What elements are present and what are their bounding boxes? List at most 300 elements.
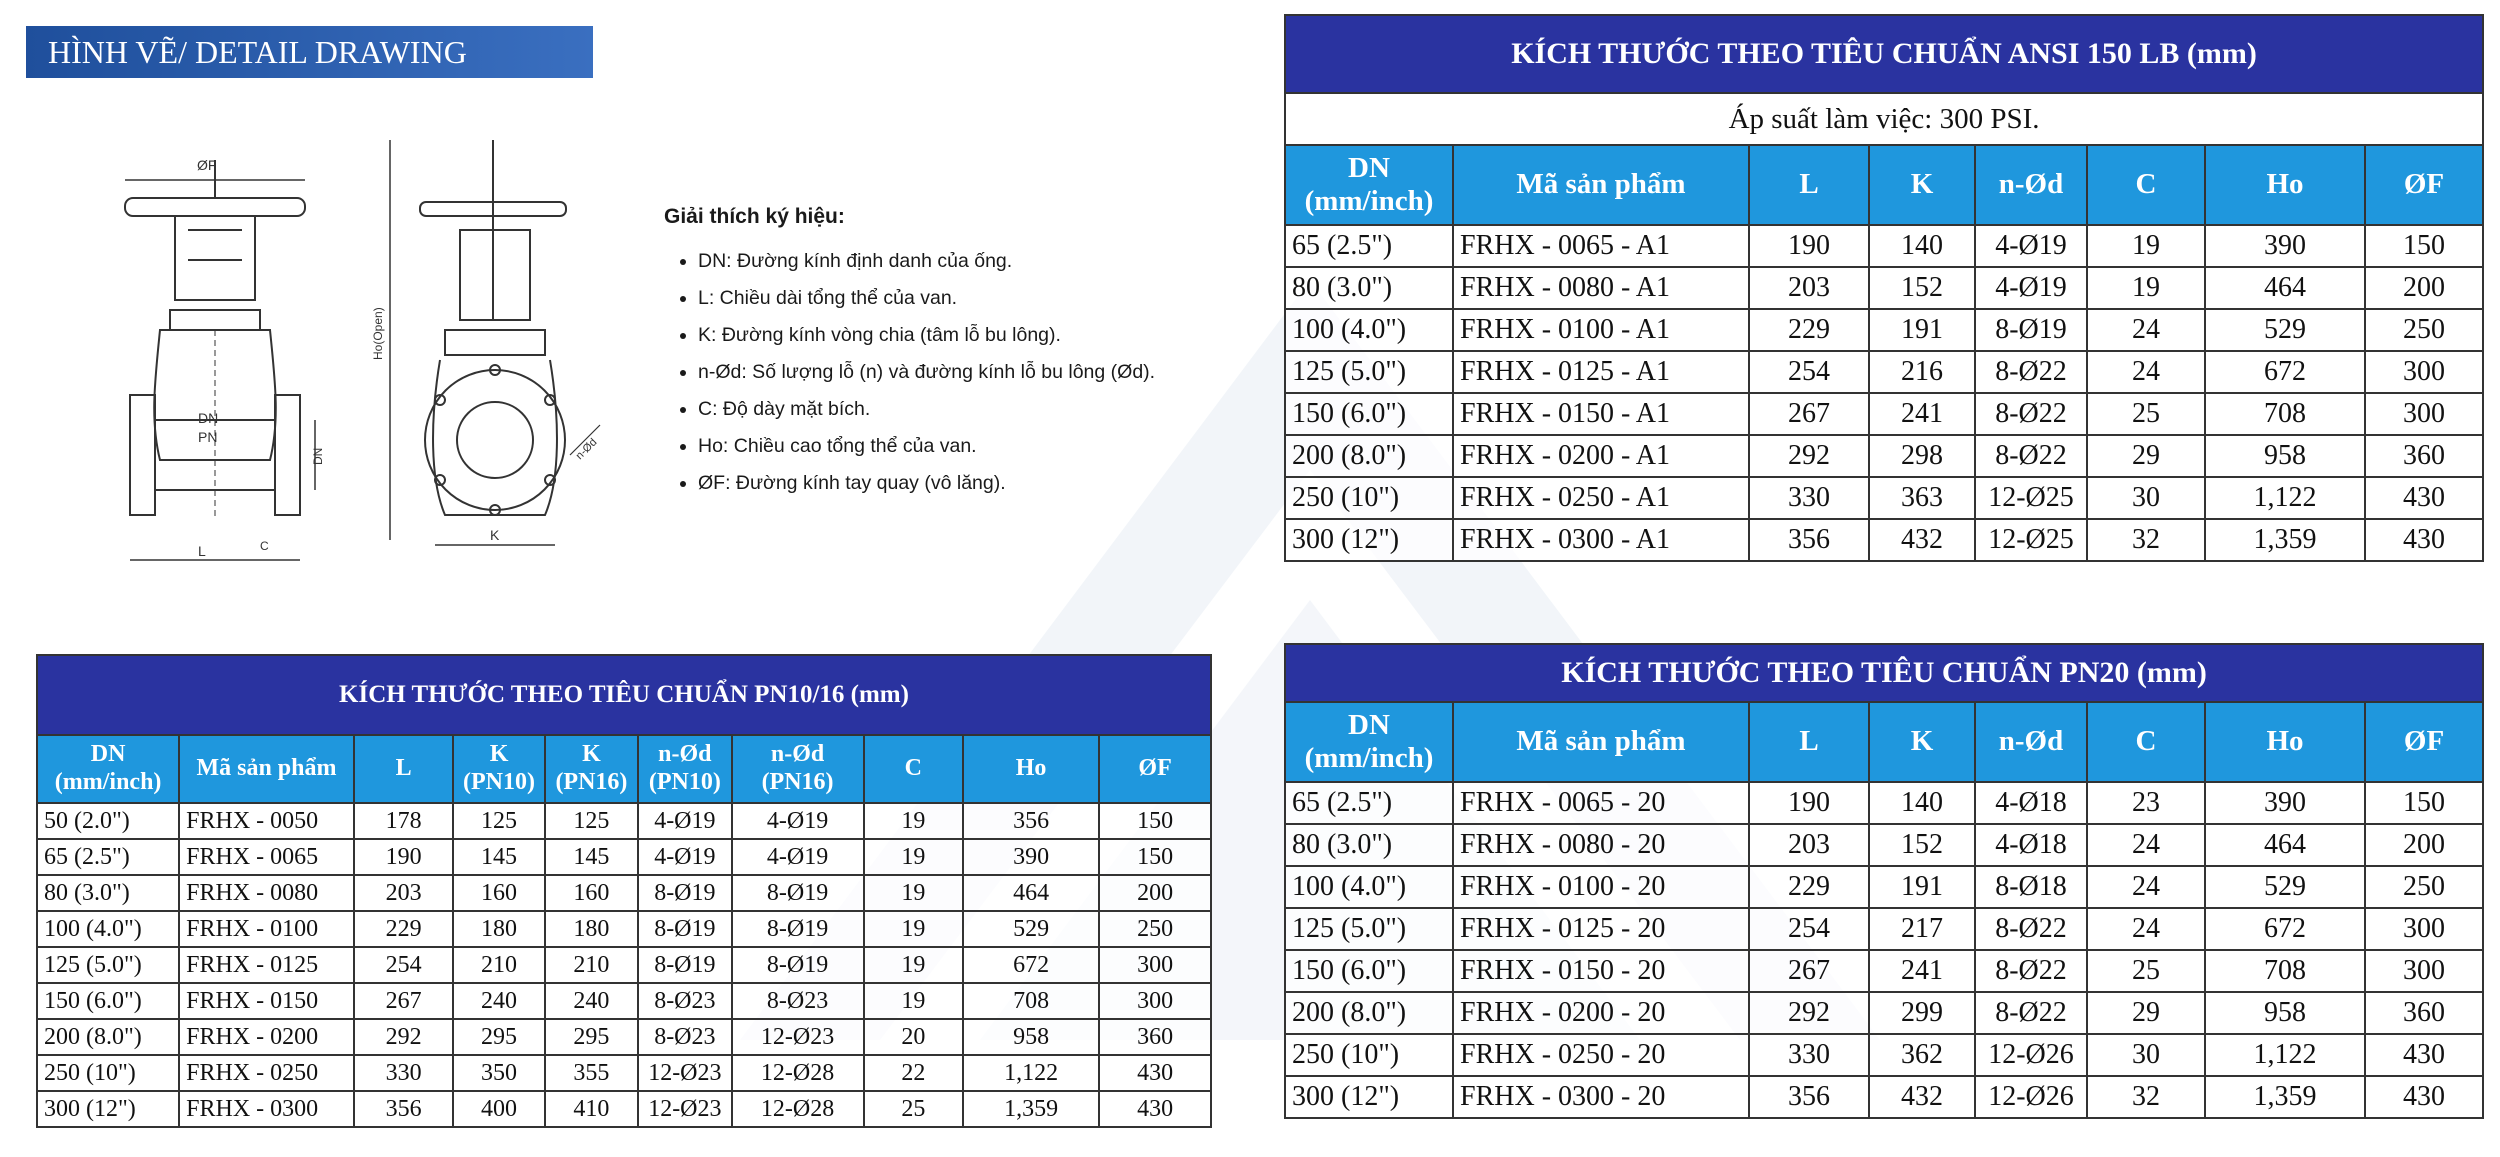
table-cell: 25 [2087,950,2205,992]
column-header: C [2087,702,2205,782]
column-header: K [1869,702,1975,782]
cell-product-code: FRHX - 0100 - 20 [1453,866,1749,908]
column-header: K (PN16) [545,735,638,803]
table-cell: 200 [2365,824,2483,866]
cell-dn: 125 (5.0") [37,947,179,983]
table-cell: 8-Ø19 [732,947,864,983]
table-cell: 229 [1749,866,1869,908]
table-cell: 330 [1749,477,1869,519]
column-header: Mã sản phẩm [179,735,354,803]
cell-dn: 100 (4.0") [37,911,179,947]
column-header: C [2087,145,2205,225]
table-cell: 295 [453,1019,544,1055]
table-cell: 330 [1749,1034,1869,1076]
column-header: ØF [2365,702,2483,782]
table-cell: 200 [2365,267,2483,309]
table-cell: 19 [864,875,964,911]
cell-dn: 300 (12") [1285,1076,1453,1118]
cell-product-code: FRHX - 0150 [179,983,354,1019]
legend-item-dn: • DN: Đường kính định danh của ống. [698,243,1284,280]
table-cell: 1,122 [963,1055,1099,1091]
legend-item-ho: • Ho: Chiều cao tổng thể của van. [698,428,1284,465]
cell-dn: 250 (10") [1285,477,1453,519]
table-cell: 25 [2087,393,2205,435]
table-cell: 24 [2087,824,2205,866]
table-cell: 19 [864,947,964,983]
section-banner: HÌNH VẼ/ DETAIL DRAWING [26,26,593,78]
cell-dn: 150 (6.0") [1285,393,1453,435]
column-header: L [354,735,454,803]
cell-product-code: FRHX - 0300 - A1 [1453,519,1749,561]
cell-dn: 80 (3.0") [1285,267,1453,309]
table-cell: 292 [354,1019,454,1055]
legend-item-nod: • n-Ød: Số lượng lỗ (n) và đường kính lỗ bu lông (Ød). [698,354,1284,391]
table-row [37,803,1211,839]
column-header: n-Ød [1975,702,2087,782]
table-cell: 20 [864,1019,964,1055]
pn1016-table-title: KÍCH THƯỚC THEO TIÊU CHUẨN PN10/16 (mm) [37,655,1211,735]
table-cell: 150 [2365,225,2483,267]
table-cell: 12-Ø28 [732,1091,864,1127]
table-cell: 390 [963,839,1099,875]
table-cell: 8-Ø22 [1975,992,2087,1034]
table-cell: 8-Ø19 [1975,309,2087,351]
table-cell: 12-Ø25 [1975,519,2087,561]
pn1016-header-row [37,735,1211,803]
table-cell: 19 [2087,267,2205,309]
table-row [1285,519,2483,561]
table-cell: 8-Ø23 [732,983,864,1019]
cell-dn: 200 (8.0") [1285,435,1453,477]
table-cell: 203 [1749,824,1869,866]
table-cell: 430 [1099,1055,1211,1091]
table-cell: 362 [1869,1034,1975,1076]
table-cell: 229 [1749,309,1869,351]
table-cell: 19 [864,803,964,839]
column-header: K [1869,145,1975,225]
table-row [37,839,1211,875]
table-cell: 300 [1099,947,1211,983]
table-cell: 267 [354,983,454,1019]
label-of: ØF [197,157,217,173]
table-cell: 145 [453,839,544,875]
table-cell: 23 [2087,782,2205,824]
table-cell: 1,359 [963,1091,1099,1127]
table-cell: 400 [453,1091,544,1127]
table-cell: 958 [2205,992,2365,1034]
table-cell: 12-Ø26 [1975,1034,2087,1076]
cell-product-code: FRHX - 0200 - A1 [1453,435,1749,477]
table-cell: 464 [2205,267,2365,309]
label-l: L [198,543,206,559]
table-cell: 200 [1099,875,1211,911]
table-cell: 300 [2365,351,2483,393]
table-row [37,1091,1211,1127]
table-cell: 432 [1869,519,1975,561]
table-cell: 1,359 [2205,519,2365,561]
ansi-working-pressure: Áp suất làm việc: 300 PSI. [1285,93,2483,145]
table-cell: 672 [963,947,1099,983]
table-cell: 672 [2205,908,2365,950]
table-cell: 19 [864,839,964,875]
column-header: K (PN10) [453,735,544,803]
table-cell: 8-Ø19 [732,911,864,947]
table-cell: 140 [1869,225,1975,267]
cell-product-code: FRHX - 0250 [179,1055,354,1091]
cell-product-code: FRHX - 0100 [179,911,354,947]
table-cell: 958 [963,1019,1099,1055]
table-cell: 160 [453,875,544,911]
table-cell: 430 [1099,1091,1211,1127]
table-cell: 1,122 [2205,1034,2365,1076]
table-row [1285,309,2483,351]
ansi-table-title: KÍCH THƯỚC THEO TIÊU CHUẨN ANSI 150 LB (mm) [1285,15,2483,93]
table-cell: 30 [2087,477,2205,519]
cell-product-code: FRHX - 0050 [179,803,354,839]
table-cell: 217 [1869,908,1975,950]
cell-product-code: FRHX - 0065 [179,839,354,875]
table-cell: 178 [354,803,454,839]
table-cell: 254 [1749,351,1869,393]
table-cell: 330 [354,1055,454,1091]
table-cell: 292 [1749,435,1869,477]
legend-item-c: • C: Độ dày mặt bích. [698,391,1284,428]
column-header: ØF [1099,735,1211,803]
cell-product-code: FRHX - 0300 [179,1091,354,1127]
column-header: L [1749,145,1869,225]
table-row [1285,267,2483,309]
table-cell: 8-Ø22 [1975,950,2087,992]
cell-product-code: FRHX - 0125 [179,947,354,983]
table-cell: 19 [864,983,964,1019]
cell-product-code: FRHX - 0080 [179,875,354,911]
table-cell: 4-Ø19 [638,839,731,875]
cell-dn: 150 (6.0") [37,983,179,1019]
table-cell: 529 [963,911,1099,947]
cell-product-code: FRHX - 0125 - 20 [1453,908,1749,950]
table-cell: 190 [354,839,454,875]
table-row [1285,435,2483,477]
table-cell: 363 [1869,477,1975,519]
label-dn-side: DN [311,447,325,465]
table-cell: 32 [2087,1076,2205,1118]
table-cell: 229 [354,911,454,947]
column-header: n-Ød (PN16) [732,735,864,803]
table-cell: 203 [354,875,454,911]
cell-product-code: FRHX - 0250 - 20 [1453,1034,1749,1076]
label-k: K [490,527,500,543]
cell-product-code: FRHX - 0100 - A1 [1453,309,1749,351]
table-cell: 360 [2365,435,2483,477]
pn20-table-title: KÍCH THƯỚC THEO TIÊU CHUẨN PN20 (mm) [1285,644,2483,702]
table-cell: 390 [2205,782,2365,824]
table-cell: 203 [1749,267,1869,309]
table-cell: 152 [1869,824,1975,866]
table-cell: 356 [963,803,1099,839]
cell-product-code: FRHX - 0150 - A1 [1453,393,1749,435]
table-cell: 12-Ø23 [638,1091,731,1127]
cell-dn: 300 (12") [37,1091,179,1127]
cell-product-code: FRHX - 0300 - 20 [1453,1076,1749,1118]
table-cell: 12-Ø28 [732,1055,864,1091]
table-cell: 19 [864,911,964,947]
table-cell: 210 [545,947,638,983]
column-header: Ho [2205,145,2365,225]
cell-dn: 125 (5.0") [1285,908,1453,950]
legend-list [664,243,1284,502]
table-cell: 360 [1099,1019,1211,1055]
table-cell: 1,359 [2205,1076,2365,1118]
label-c: C [260,539,269,553]
cell-dn: 65 (2.5") [37,839,179,875]
table-cell: 254 [1749,908,1869,950]
table-cell: 125 [545,803,638,839]
table-row [37,983,1211,1019]
table-cell: 390 [2205,225,2365,267]
table-row [1285,477,2483,519]
column-header: L [1749,702,1869,782]
column-header: Ho [2205,702,2365,782]
cell-dn: 80 (3.0") [37,875,179,911]
table-cell: 8-Ø22 [1975,435,2087,477]
cell-product-code: FRHX - 0200 [179,1019,354,1055]
table-cell: 4-Ø18 [1975,824,2087,866]
table-cell: 145 [545,839,638,875]
cell-product-code: FRHX - 0080 - 20 [1453,824,1749,866]
table-cell: 30 [2087,1034,2205,1076]
cell-dn: 300 (12") [1285,519,1453,561]
table-cell: 267 [1749,950,1869,992]
cell-product-code: FRHX - 0080 - A1 [1453,267,1749,309]
table-cell: 24 [2087,351,2205,393]
column-header: Mã sản phẩm [1453,702,1749,782]
cell-dn: 100 (4.0") [1285,309,1453,351]
table-cell: 240 [545,983,638,1019]
table-cell: 299 [1869,992,1975,1034]
table-cell: 356 [354,1091,454,1127]
column-header: n-Ød [1975,145,2087,225]
table-row [1285,992,2483,1034]
legend-title: Giải thích ký hiệu: [664,205,845,228]
table-cell: 430 [2365,1076,2483,1118]
table-cell: 356 [1749,1076,1869,1118]
cell-dn: 65 (2.5") [1285,782,1453,824]
cell-product-code: FRHX - 0200 - 20 [1453,992,1749,1034]
table-cell: 8-Ø19 [638,875,731,911]
table-row [1285,950,2483,992]
table-cell: 210 [453,947,544,983]
cell-dn: 200 (8.0") [37,1019,179,1055]
column-header: DN (mm/inch) [1285,702,1453,782]
table-cell: 4-Ø19 [1975,267,2087,309]
table-cell: 4-Ø19 [1975,225,2087,267]
table-cell: 152 [1869,267,1975,309]
table-cell: 8-Ø19 [638,947,731,983]
table-cell: 250 [1099,911,1211,947]
table-cell: 160 [545,875,638,911]
cell-product-code: FRHX - 0150 - 20 [1453,950,1749,992]
table-cell: 672 [2205,351,2365,393]
table-cell: 29 [2087,435,2205,477]
table-cell: 292 [1749,992,1869,1034]
table-cell: 19 [2087,225,2205,267]
table-row [1285,866,2483,908]
table-cell: 191 [1869,309,1975,351]
table-cell: 25 [864,1091,964,1127]
table-cell: 267 [1749,393,1869,435]
table-cell: 125 [453,803,544,839]
table-cell: 12-Ø23 [638,1055,731,1091]
column-header: Mã sản phẩm [1453,145,1749,225]
table-row [1285,351,2483,393]
table-cell: 150 [1099,803,1211,839]
table-row [37,911,1211,947]
table-row [1285,1076,2483,1118]
table-cell: 24 [2087,866,2205,908]
table-row [1285,225,2483,267]
legend-item-l: • L: Chiều dài tổng thể của van. [698,280,1284,317]
table-cell: 190 [1749,225,1869,267]
table-cell: 240 [453,983,544,1019]
table-row [1285,1034,2483,1076]
cell-product-code: FRHX - 0065 - A1 [1453,225,1749,267]
table-cell: 241 [1869,393,1975,435]
cell-dn: 200 (8.0") [1285,992,1453,1034]
table-cell: 216 [1869,351,1975,393]
table-cell: 432 [1869,1076,1975,1118]
cell-dn: 250 (10") [37,1055,179,1091]
column-header: C [864,735,964,803]
table-cell: 24 [2087,309,2205,351]
table-cell: 12-Ø25 [1975,477,2087,519]
table-cell: 410 [545,1091,638,1127]
table-cell: 150 [1099,839,1211,875]
front-view-drawing [125,157,325,560]
table-cell: 4-Ø19 [638,803,731,839]
table-cell: 355 [545,1055,638,1091]
pn1016-dimension-table [36,654,1212,1128]
table-cell: 464 [963,875,1099,911]
ansi-header-row [1285,145,2483,225]
cell-dn: 65 (2.5") [1285,225,1453,267]
table-cell: 958 [2205,435,2365,477]
table-cell: 250 [2365,866,2483,908]
table-cell: 300 [2365,908,2483,950]
table-row [1285,393,2483,435]
valve-detail-drawing [100,120,620,580]
table-cell: 180 [453,911,544,947]
table-cell: 8-Ø22 [1975,351,2087,393]
table-cell: 708 [2205,950,2365,992]
table-cell: 529 [2205,309,2365,351]
table-cell: 4-Ø19 [732,803,864,839]
table-cell: 350 [453,1055,544,1091]
table-cell: 360 [2365,992,2483,1034]
table-row [1285,908,2483,950]
label-dn: DN [198,410,219,426]
pn20-header-row [1285,702,2483,782]
cell-dn: 80 (3.0") [1285,824,1453,866]
table-cell: 29 [2087,992,2205,1034]
table-cell: 1,122 [2205,477,2365,519]
table-row [37,875,1211,911]
table-cell: 8-Ø22 [1975,908,2087,950]
table-cell: 180 [545,911,638,947]
table-cell: 430 [2365,519,2483,561]
legend-item-of: • ØF: Đường kính tay quay (vô lăng). [698,465,1284,502]
cell-product-code: FRHX - 0250 - A1 [1453,477,1749,519]
column-header: n-Ød (PN10) [638,735,731,803]
table-cell: 8-Ø19 [732,875,864,911]
table-cell: 8-Ø23 [638,1019,731,1055]
table-cell: 4-Ø18 [1975,782,2087,824]
table-cell: 300 [2365,950,2483,992]
table-cell: 298 [1869,435,1975,477]
table-row [1285,824,2483,866]
table-cell: 295 [545,1019,638,1055]
table-cell: 250 [2365,309,2483,351]
table-cell: 190 [1749,782,1869,824]
column-header: ØF [2365,145,2483,225]
table-cell: 8-Ø19 [638,911,731,947]
table-cell: 150 [2365,782,2483,824]
column-header: DN (mm/inch) [1285,145,1453,225]
table-cell: 8-Ø23 [638,983,731,1019]
cell-dn: 150 (6.0") [1285,950,1453,992]
table-row [37,947,1211,983]
table-row [37,1019,1211,1055]
table-cell: 140 [1869,782,1975,824]
label-ho: Ho(Open) [371,307,385,360]
table-cell: 12-Ø26 [1975,1076,2087,1118]
table-cell: 464 [2205,824,2365,866]
table-cell: 430 [2365,477,2483,519]
cell-product-code: FRHX - 0065 - 20 [1453,782,1749,824]
table-cell: 708 [2205,393,2365,435]
table-cell: 12-Ø23 [732,1019,864,1055]
table-cell: 430 [2365,1034,2483,1076]
label-nod: n-Ød [573,436,600,463]
table-cell: 529 [2205,866,2365,908]
table-cell: 191 [1869,866,1975,908]
table-cell: 241 [1869,950,1975,992]
legend-item-k: • K: Đường kính vòng chia (tâm lỗ bu lông). [698,317,1284,354]
table-cell: 4-Ø19 [732,839,864,875]
column-header: Ho [963,735,1099,803]
cell-dn: 250 (10") [1285,1034,1453,1076]
table-cell: 22 [864,1055,964,1091]
label-pn: PN [198,429,218,445]
symbol-legend [664,205,1284,502]
side-view-drawing [371,140,600,545]
table-row [37,1055,1211,1091]
pn20-dimension-table [1284,643,2484,1119]
table-cell: 32 [2087,519,2205,561]
table-cell: 356 [1749,519,1869,561]
table-cell: 300 [1099,983,1211,1019]
table-cell: 708 [963,983,1099,1019]
table-row [1285,782,2483,824]
column-header: DN (mm/inch) [37,735,179,803]
cell-product-code: FRHX - 0125 - A1 [1453,351,1749,393]
table-cell: 24 [2087,908,2205,950]
table-cell: 254 [354,947,454,983]
table-cell: 300 [2365,393,2483,435]
table-cell: 8-Ø22 [1975,393,2087,435]
cell-dn: 100 (4.0") [1285,866,1453,908]
cell-dn: 125 (5.0") [1285,351,1453,393]
ansi-dimension-table [1284,14,2484,562]
